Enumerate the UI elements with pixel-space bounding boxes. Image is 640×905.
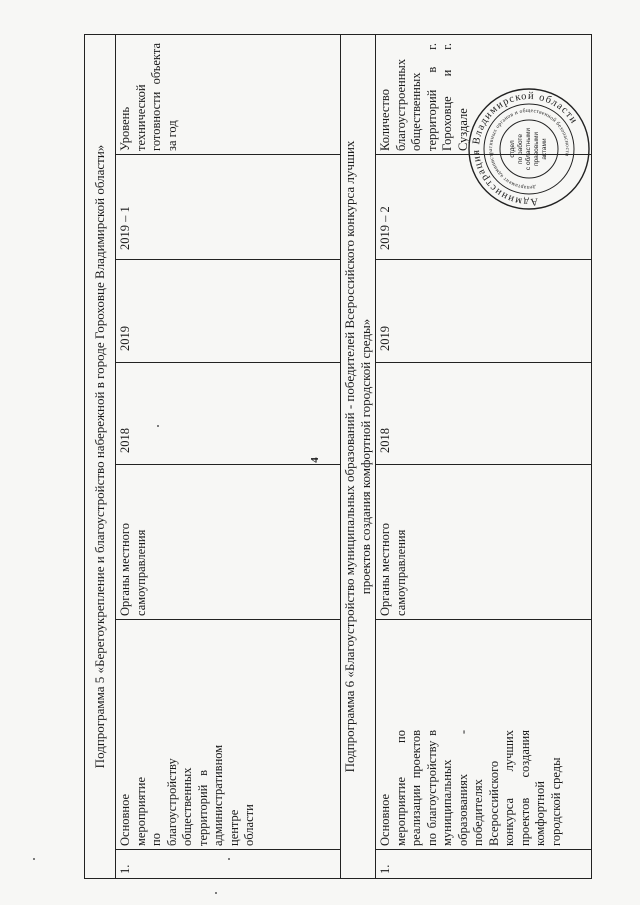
- subprogram-5-title: Подпрограмма 5 «Берегоукрепление и благоустройство набережной в городе Гороховце Владимирской области»: [92, 144, 107, 769]
- end-year-cell: 2019: [118, 326, 132, 351]
- indicator-cell: Уровень технической готовности объекта за год: [118, 43, 179, 151]
- indicator-cell: Количество благоустроенных общественных территорий в г. Гороховце и г. Суздале: [378, 43, 470, 151]
- stamp-outer-text: Администрация Владимирской области: [470, 90, 580, 208]
- start-year-cell: 2018: [118, 428, 132, 453]
- stage-cell: 2019 – 2: [378, 206, 392, 250]
- stamp-center-line: отдел: [509, 140, 516, 158]
- stamp-center-line: актами: [541, 138, 548, 160]
- subprogram-6-title-line2: проектов создания комфортной городской среды»: [358, 318, 373, 595]
- start-year-cell: 2018: [378, 428, 392, 453]
- stamp-inner-text: департамент административных органов и общественной безопасности: [487, 107, 571, 191]
- stamp-center-line: по работе: [517, 134, 524, 164]
- executor-cell: Органы местного самоуправления: [118, 523, 148, 616]
- row-number: 1.: [378, 864, 392, 874]
- executor-cell: Органы местного самоуправления: [378, 523, 408, 616]
- event-cell: Основное мероприятие по реализации проектов по благоустройству в муниципальных образованиях - победителях Всероссийского конкурса лучших проектов создания комфортной городской среды: [378, 730, 563, 846]
- end-year-cell: 2019: [378, 326, 392, 351]
- stamp-center-line: правовыми: [533, 132, 540, 166]
- stamp-center-line: с областными: [525, 127, 532, 171]
- page-number: 4: [308, 457, 321, 463]
- row-number: 1.: [118, 864, 132, 874]
- event-cell: Основное мероприятие по благоустройству общественных территорий в административном центре области: [118, 744, 256, 846]
- stage-cell: 2019 – 1: [118, 206, 132, 250]
- official-stamp: [466, 86, 592, 212]
- subprogram-6-title-line1: Подпрограмма 6 «Благоустройство муниципальных образований - победителей Всероссийского конкурса лучших: [342, 140, 357, 773]
